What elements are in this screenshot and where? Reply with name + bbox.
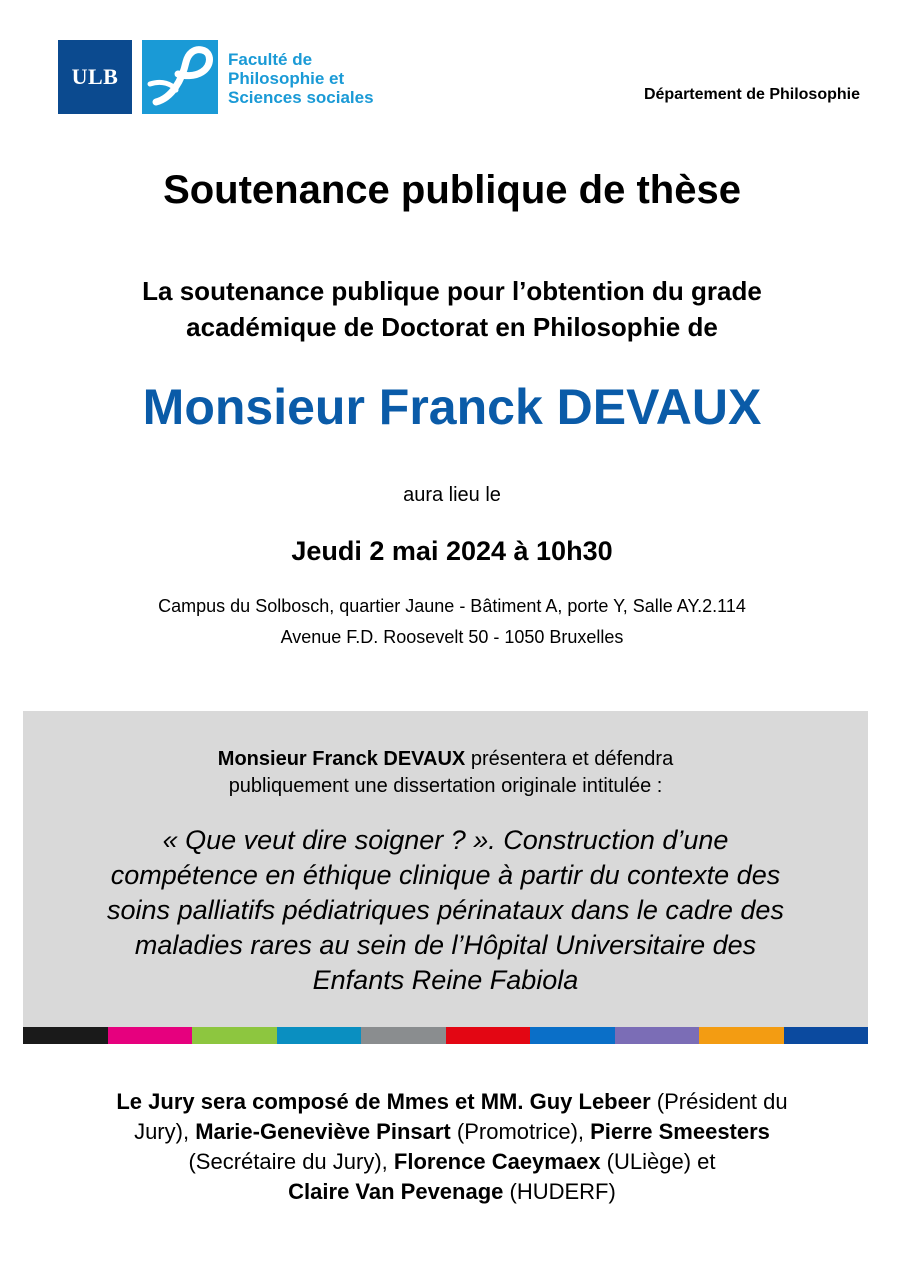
jury-line xyxy=(0,1177,904,1207)
presentation-rest: présentera et défendra xyxy=(465,748,674,770)
jury-line xyxy=(0,1117,904,1147)
ulb-logo-text: ULB xyxy=(71,64,119,89)
color-bar-segment xyxy=(23,1027,108,1044)
color-bar-segment xyxy=(108,1027,193,1044)
aura-lieu-text: aura lieu le xyxy=(403,484,501,506)
jury-line xyxy=(0,1087,904,1117)
jury-role: (Président du xyxy=(650,1089,788,1114)
page-title: Soutenance publique de thèse xyxy=(163,168,741,212)
thesis-line: compétence en éthique clinique à partir du contexte des xyxy=(110,860,781,890)
jury-role: (Secrétaire du Jury), xyxy=(188,1149,394,1174)
thesis-line: « Que veut dire soigner ? ». Construction d’une xyxy=(162,825,729,855)
intro-line: académique de Doctorat en Philosophie de xyxy=(186,312,718,342)
thesis-title xyxy=(23,823,868,998)
candidate-name: Monsieur Franck DEVAUX xyxy=(142,379,762,435)
address xyxy=(0,591,904,653)
jury-role: (ULiège) et xyxy=(600,1149,716,1174)
intro-line: La soutenance publique pour l’obtention du grade xyxy=(142,276,762,306)
jury-line xyxy=(0,1147,904,1177)
thesis-box xyxy=(23,711,868,1027)
jury-role: (HUDERF) xyxy=(503,1179,616,1204)
jury-role: Jury), xyxy=(134,1119,196,1144)
presentation-line xyxy=(23,746,868,773)
header xyxy=(0,0,904,130)
faculty-name xyxy=(228,50,374,107)
jury-member: Florence Caeymaex xyxy=(393,1149,601,1174)
presenter-name: Monsieur Franck DEVAUX xyxy=(217,748,466,770)
thesis-line: Enfants Reine Fabiola xyxy=(312,965,579,995)
ulb-logo xyxy=(58,40,132,114)
presentation-text xyxy=(23,746,868,800)
faculty-line: Faculté de xyxy=(228,50,313,69)
thesis-line: soins palliatifs pédiatriques périnataux dans le cadre des xyxy=(107,895,784,925)
jury-member: Claire Van Pevenage xyxy=(288,1179,504,1204)
color-bar-segment xyxy=(192,1027,277,1044)
address-line: Campus du Solbosch, quartier Jaune - Bâtiment A, porte Y, Salle AY.2.114 xyxy=(158,596,746,616)
color-bar-segment xyxy=(446,1027,531,1044)
color-bar-segment xyxy=(530,1027,615,1044)
color-bar xyxy=(23,1027,868,1044)
address-line: Avenue F.D. Roosevelt 50 - 1050 Bruxelles xyxy=(280,627,624,647)
jury-role: (Promotrice), xyxy=(450,1119,591,1144)
intro-text xyxy=(0,273,904,345)
presentation-line: publiquement une dissertation originale intitulée : xyxy=(228,775,663,797)
color-bar-segment xyxy=(361,1027,446,1044)
jury-member: Marie-Geneviève Pinsart xyxy=(195,1119,451,1144)
thesis-line: maladies rares au sein de l’Hôpital Universitaire des xyxy=(134,930,757,960)
color-bar-segment xyxy=(784,1027,869,1044)
color-bar-segment xyxy=(615,1027,700,1044)
faculty-line: Philosophie et xyxy=(228,69,345,88)
color-bar-segment xyxy=(277,1027,362,1044)
jury-composition xyxy=(0,1087,904,1207)
department-name: Département de Philosophie xyxy=(643,86,860,103)
faculty-logo-icon xyxy=(142,40,218,114)
jury-member: Pierre Smeesters xyxy=(590,1119,770,1144)
defense-date: Jeudi 2 mai 2024 à 10h30 xyxy=(291,536,613,566)
faculty-line: Sciences sociales xyxy=(228,88,374,107)
jury-intro: Le Jury sera composé de Mmes et MM. Guy Lebeer xyxy=(116,1089,651,1114)
color-bar-segment xyxy=(699,1027,784,1044)
